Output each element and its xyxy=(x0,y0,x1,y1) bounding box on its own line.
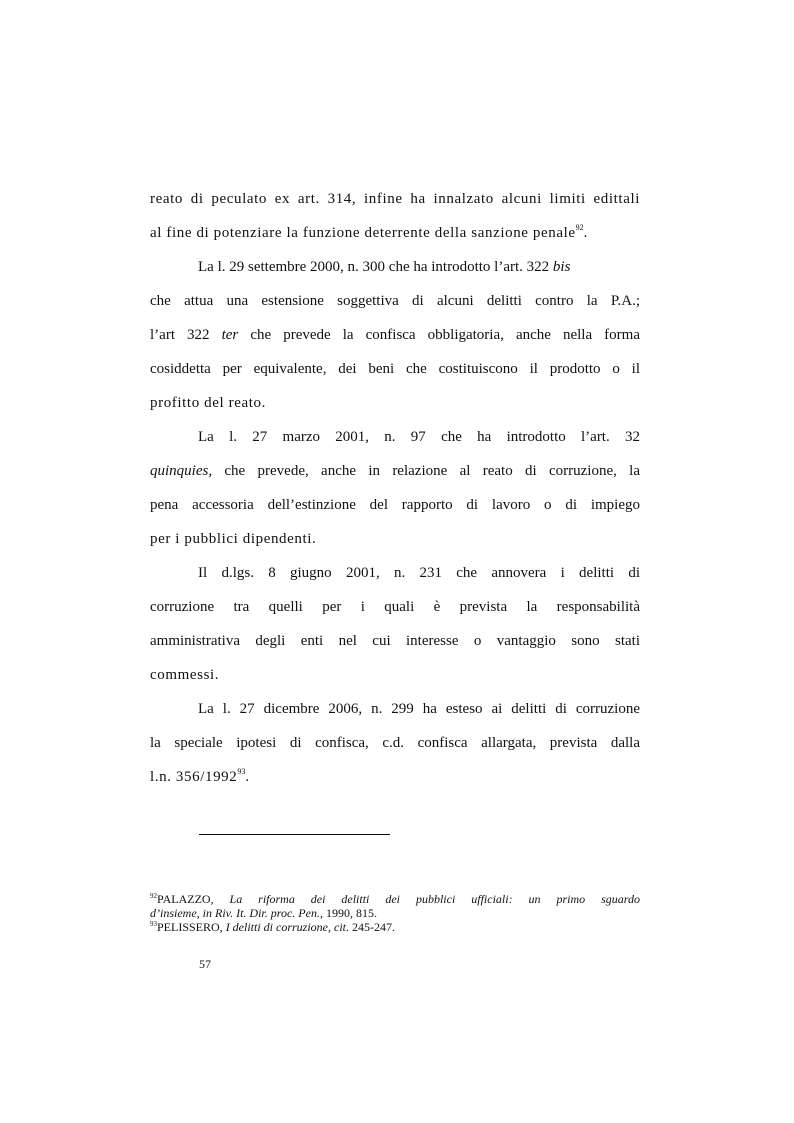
paragraph-4-line-4: commessi. xyxy=(150,667,220,683)
paragraph-3-line-4: per i pubblici dipendenti. xyxy=(150,531,317,547)
paragraph-2-line-5: profitto del reato. xyxy=(150,395,266,411)
footnote-92-continuation: d’insieme, in Riv. It. Dir. proc. Pen., 1990, 815. xyxy=(150,906,377,920)
paragraph-1-line-1: reato di peculato ex art. 314, infine ha innalzato alcuni limiti edittali xyxy=(150,191,640,207)
body-text xyxy=(150,182,640,794)
paragraph-4-line-3: amministrativa degli enti nel cui interesse o vantaggio sono stati xyxy=(150,633,640,649)
page-number: 57 xyxy=(199,957,211,971)
footnote-92: $^{92}$PALAZZO, La riforma dei delitti dei pubblici ufficiali: un primo sguardo xyxy=(150,892,640,906)
paragraph-2-line-2: che attua una estensione soggettiva di alcuni delitti contro la P.A.; xyxy=(150,293,640,309)
paragraph-4-line-1: Il d.lgs. 8 giugno 2001, n. 231 che annovera i delitti di xyxy=(198,565,640,581)
footnote-ref-93[interactable]: 93 xyxy=(237,767,246,776)
paragraph-3-line-2: quinquies, che prevede, anche in relazione al reato di corruzione, la xyxy=(150,463,640,479)
paragraph-2-line-3: l’art 322 ter che prevede la confisca obbligatoria, anche nella forma xyxy=(150,327,640,343)
footnotes xyxy=(150,892,640,934)
paragraph-2-line-4: cosiddetta per equivalente, dei beni che costituiscono il prodotto o il xyxy=(150,361,640,377)
paragraph-2-line-1: La l. 29 settembre 2000, n. 300 che ha introdotto l’art. 322 bis xyxy=(198,259,571,275)
footnote-separator xyxy=(199,834,390,835)
paragraph-3-line-3: pena accessoria dell’estinzione del rapporto di lavoro o di impiego xyxy=(150,497,640,513)
footnote-ref-92[interactable]: 92 xyxy=(575,223,584,232)
paragraph-3-line-1: La l. 27 marzo 2001, n. 97 che ha introdotto l’art. 32 xyxy=(198,429,640,445)
paragraph-5-line-1: La l. 27 dicembre 2006, n. 299 ha esteso ai delitti di corruzione xyxy=(198,701,640,717)
paragraph-4-line-2: corruzione tra quelli per i quali è prevista la responsabilità xyxy=(150,599,640,615)
paragraph-1-line-2: al fine di potenziare la funzione deterrente della sanzione penale$^{92}$. xyxy=(150,223,588,241)
footnote-93: $^{93}$PELISSERO, I delitti di corruzione, cit. 245-247. xyxy=(150,920,396,934)
paragraph-5-line-3: l.n. 356/1992$^{93}$. xyxy=(150,767,250,785)
paragraph-5-line-2: la speciale ipotesi di confisca, c.d. confisca allargata, prevista dalla xyxy=(150,735,640,751)
